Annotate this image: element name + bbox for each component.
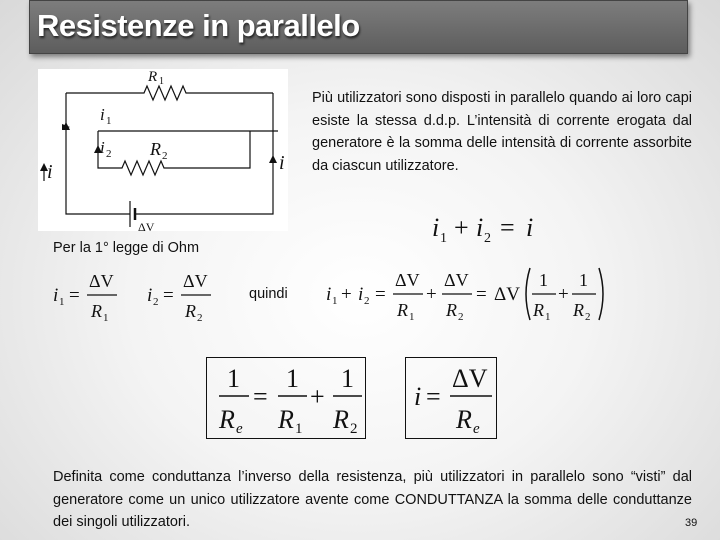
total-current-box (405, 357, 497, 439)
slide-title: Resistenze in parallelo (37, 8, 360, 43)
svg-text:ΔV: ΔV (183, 271, 208, 291)
page-number: 39 (685, 517, 698, 529)
svg-text:i: i (358, 284, 364, 305)
i1-ohm-formula (53, 268, 123, 326)
svg-text:2: 2 (364, 295, 370, 307)
svg-text:i: i (326, 284, 332, 305)
ohm-law-label: Per la 1° legge di Ohm (53, 240, 200, 256)
i-arrow-right (269, 155, 277, 163)
svg-text:ΔV: ΔV (452, 364, 488, 393)
svg-text:2: 2 (585, 311, 591, 323)
conductance-paragraph: Definita come conduttanza l’inverso della resistenza, più utilizzatori in parallelo sono “visti” dal generatore come un unico utilizzatore avente come CONDUTTANZA la somma delle conduttanze dei singoli utilizzatori. (53, 469, 692, 530)
svg-text:i: i (526, 213, 534, 242)
i1-label: i (100, 105, 105, 124)
svg-text:R: R (533, 300, 544, 320)
combined-current-formula (326, 262, 611, 326)
svg-text:=: = (426, 382, 441, 411)
resistor-r2 (98, 131, 250, 175)
svg-text:R: R (456, 405, 472, 434)
dv-label: ΔV (138, 220, 155, 231)
quindi-label: quindi (249, 286, 288, 302)
equivalent-resistance-box (206, 357, 366, 439)
r1-sub: 1 (159, 76, 164, 87)
i-left-label: i (47, 161, 53, 183)
svg-text:ΔV: ΔV (395, 270, 420, 290)
svg-text:=: = (163, 285, 174, 306)
svg-text:+: + (341, 284, 352, 305)
svg-text:+: + (426, 284, 437, 305)
svg-text:ΔV: ΔV (444, 270, 469, 290)
svg-text:1: 1 (227, 364, 240, 393)
svg-text:e: e (236, 421, 243, 437)
svg-text:i: i (432, 213, 440, 242)
svg-text:1: 1 (539, 270, 548, 290)
svg-text:ΔV: ΔV (494, 284, 520, 305)
i1-sub: 1 (106, 115, 112, 127)
equivalent-resistance-formula (207, 358, 365, 438)
parallel-circuit-diagram (38, 69, 288, 231)
intro-paragraph: Più utilizzatori sono disposti in parallelo quando ai loro capi esiste la stessa d.d.p. L’intensità di corrente erogata dal generatore è la somma delle intensità di corrente assorbite da ciascun utilizzatore. (312, 90, 692, 174)
svg-text:1: 1 (579, 270, 588, 290)
i2-ohm-formula (147, 268, 217, 326)
svg-text:R: R (397, 300, 408, 320)
svg-text:ΔV: ΔV (89, 271, 114, 291)
svg-text:2: 2 (484, 231, 491, 246)
svg-text:R: R (446, 300, 457, 320)
svg-text:1: 1 (59, 296, 65, 308)
r1-label: R (148, 69, 158, 85)
svg-text:R: R (219, 405, 235, 434)
svg-text:e: e (473, 421, 480, 437)
svg-text:1: 1 (332, 295, 338, 307)
svg-text:=: = (476, 284, 487, 305)
svg-text:=: = (500, 213, 515, 242)
svg-text:+: + (558, 284, 569, 305)
circuit-svg (38, 69, 288, 231)
svg-text:2: 2 (153, 296, 159, 308)
i-right-label: i (279, 152, 285, 174)
svg-text:1: 1 (286, 364, 299, 393)
svg-text:1: 1 (545, 311, 551, 323)
svg-text:R: R (573, 300, 584, 320)
svg-text:1: 1 (103, 312, 109, 324)
svg-text:i: i (147, 285, 153, 306)
svg-text:2: 2 (458, 311, 464, 323)
svg-text:=: = (69, 285, 80, 306)
i2-sub: 2 (106, 148, 112, 160)
svg-text:2: 2 (350, 421, 358, 437)
r2-label: R (150, 139, 161, 159)
svg-text:R: R (185, 301, 196, 321)
svg-text:+: + (310, 382, 325, 411)
svg-text:i: i (476, 213, 484, 242)
resistor-r1 (66, 86, 273, 100)
svg-text:+: + (454, 213, 469, 242)
svg-text:R: R (91, 301, 102, 321)
i2-label: i (100, 138, 105, 157)
svg-text:1: 1 (409, 311, 415, 323)
svg-text:=: = (253, 382, 268, 411)
svg-text:1: 1 (295, 421, 303, 437)
svg-text:R: R (333, 405, 349, 434)
svg-text:=: = (375, 284, 386, 305)
total-current-formula (406, 358, 496, 438)
svg-text:i: i (414, 382, 422, 411)
svg-text:R: R (278, 405, 294, 434)
current-sum-formula (430, 208, 545, 248)
svg-text:i: i (53, 285, 59, 306)
r2-sub: 2 (162, 150, 168, 162)
svg-text:1: 1 (341, 364, 354, 393)
svg-text:1: 1 (440, 231, 447, 246)
svg-text:2: 2 (197, 312, 203, 324)
